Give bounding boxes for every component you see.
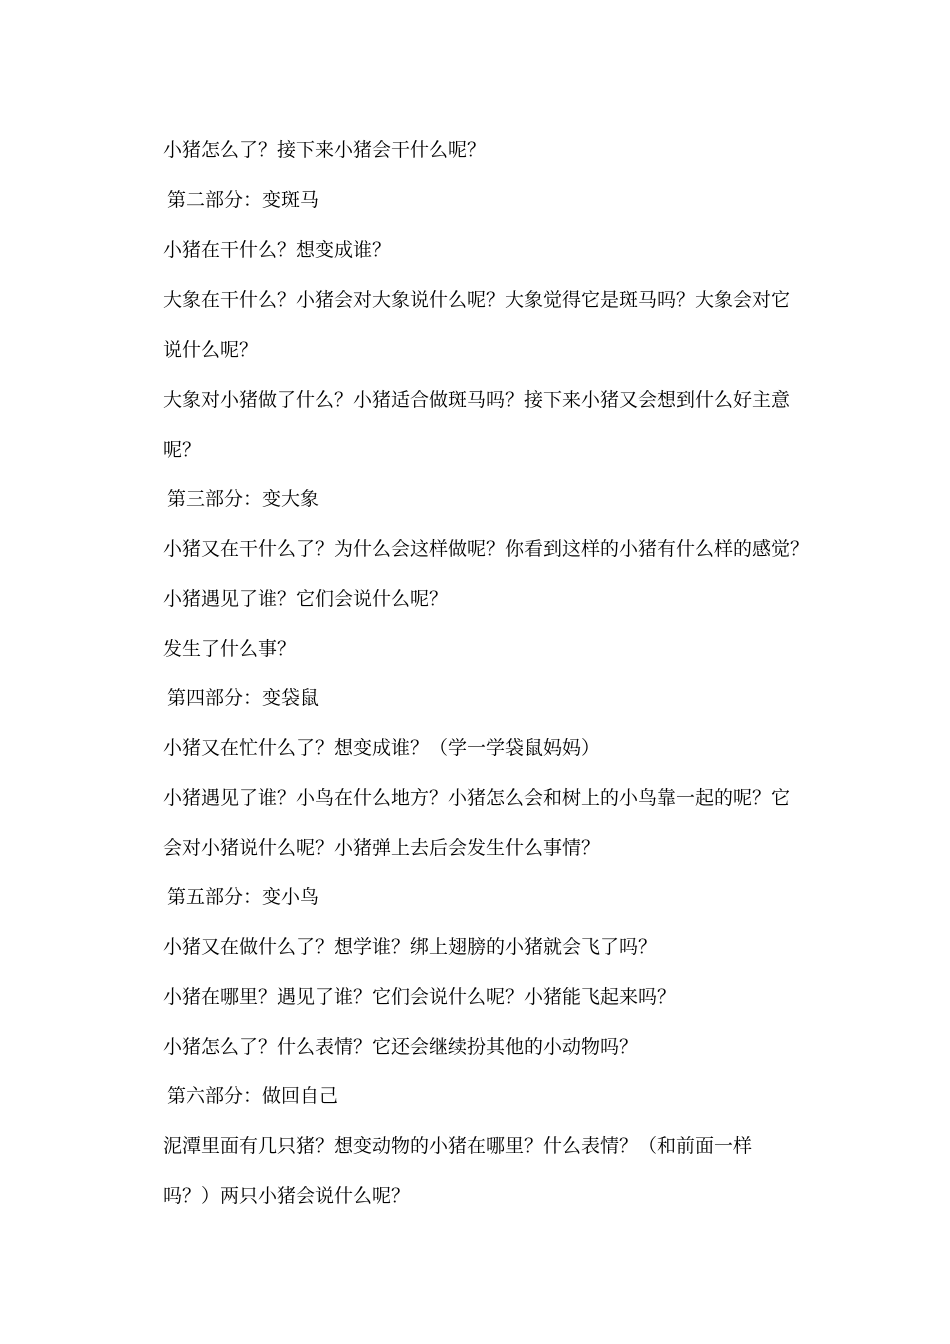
text-line: 小猪怎么了？接下来小猪会干什么呢？ xyxy=(163,139,487,161)
text-line: 小猪怎么了？什么表情？它还会继续扮其他的小动物吗？ xyxy=(163,1036,639,1058)
text-line: 说什么呢？ xyxy=(163,339,259,361)
text-line: 小猪又在干什么了？为什么会这样做呢？你看到这样的小猪有什么样的感觉？ xyxy=(163,538,810,560)
text-line: 会对小猪说什么呢？小猪弹上去后会发生什么事情？ xyxy=(163,837,601,859)
text-line: 大象对小猪做了什么？小猪适合做斑马吗？接下来小猪又会想到什么好主意 xyxy=(163,389,791,411)
text-line: 吗？）两只小猪会说什么呢？ xyxy=(163,1185,411,1207)
text-line: 小猪遇见了谁？它们会说什么呢？ xyxy=(163,588,449,610)
section-heading-part-five: 第五部分：变小鸟 xyxy=(167,886,320,908)
text-line: 小猪遇见了谁？小鸟在什么地方？小猪怎么会和树上的小鸟靠一起的呢？它 xyxy=(163,787,791,809)
text-line: 大象在干什么？小猪会对大象说什么呢？大象觉得它是斑马吗？大象会对它 xyxy=(163,289,791,311)
text-line: 小猪在干什么？想变成谁？ xyxy=(163,239,392,261)
text-line: 小猪又在忙什么了？想变成谁？（学一学袋鼠妈妈） xyxy=(163,737,601,759)
text-line: 小猪在哪里？遇见了谁？它们会说什么呢？小猪能飞起来吗？ xyxy=(163,986,677,1008)
text-line: 泥潭里面有几只猪？想变动物的小猪在哪里？什么表情？（和前面一样 xyxy=(163,1135,753,1157)
section-heading-part-two: 第二部分：变斑马 xyxy=(167,189,320,211)
text-line: 呢？ xyxy=(163,439,202,461)
section-heading-part-six: 第六部分：做回自己 xyxy=(167,1085,339,1107)
text-line: 小猪又在做什么了？想学谁？绑上翅膀的小猪就会飞了吗？ xyxy=(163,936,658,958)
section-heading-part-three: 第三部分：变大象 xyxy=(167,488,320,510)
section-heading-part-four: 第四部分：变袋鼠 xyxy=(167,687,320,709)
text-line: 发生了什么事？ xyxy=(163,638,297,660)
